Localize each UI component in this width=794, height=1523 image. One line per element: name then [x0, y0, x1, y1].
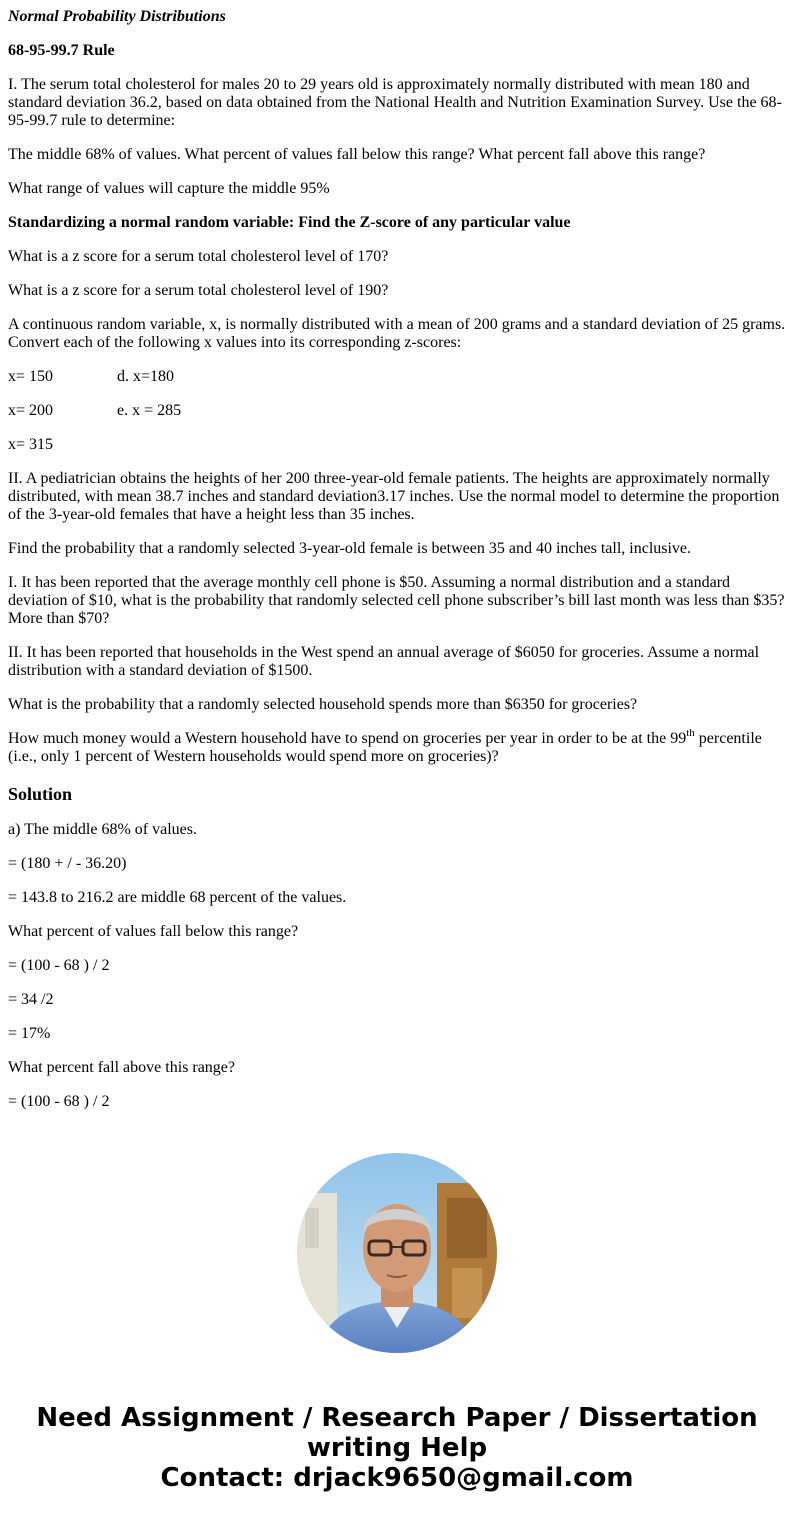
doc-title: Normal Probability Distributions: [8, 8, 226, 25]
footer-line-2: writing Help: [306, 1433, 488, 1463]
percentile-text-pre: How much money would a Western household have to spend on groceries per year in order to be at the 99: [8, 730, 687, 747]
solution-line: = 34 /2: [8, 991, 54, 1008]
footer-contact-banner: [0, 1403, 794, 1493]
question-groceries: II. It has been reported that households in the West spend an annual average of $6050 for groceries. Assume a normal distribution with a standard deviation of $1500.: [8, 644, 760, 679]
percentile-text-post: percentile (i.e., only 1 percent of Western households would spend more on groceries)?: [8, 730, 762, 765]
rule-heading: 68-95-99.7 Rule: [8, 42, 115, 59]
solution-line: = (180 + / - 36.20): [8, 855, 127, 872]
solution-line: = 143.8 to 216.2 are middle 68 percent of the values.: [8, 889, 347, 906]
solution-line: = (100 - 68 ) / 2: [8, 957, 110, 974]
question-continuous-variable: A continuous random variable, x, is normally distributed with a mean of 200 grams and a standard deviation of 25 grams. Convert each of the following x values into its corresponding z-scores:: [8, 316, 786, 351]
question-z-170: What is a z score for a serum total cholesterol level of 170?: [8, 248, 389, 265]
footer-line-1: Need Assignment / Research Paper / Dissertation: [36, 1403, 758, 1433]
question-cell-phone: I. It has been reported that the average monthly cell phone is $50. Assuming a normal distribution and a standard deviation of $10, what is the probability that randomly selected cell phone subscriber’s bill last month was less than $35? More than $70?: [8, 574, 785, 627]
x-values-row-3: [8, 436, 786, 454]
question-middle-68: The middle 68% of values. What percent of values fall below this range? What percent fall above this range?: [8, 146, 706, 163]
question-z-190: What is a z score for a serum total cholesterol level of 190?: [8, 282, 389, 299]
z-score-heading: Standardizing a normal random variable: Find the Z-score of any particular value: [8, 214, 571, 231]
question-cholesterol: I. The serum total cholesterol for males 20 to 29 years old is approximately normally distributed with mean 180 and standard deviation 36.2, based on data obtained from the National Health and Nutrition Examination Survey. Use the 68-95-99.7 rule to determine:: [8, 76, 782, 129]
x-value-e: e. x = 285: [117, 402, 182, 419]
x-values-row-2: [8, 402, 786, 420]
x-value-b: x= 200: [8, 402, 54, 419]
avatar: [297, 1153, 497, 1353]
question-middle-95: What range of values will capture the middle 95%: [8, 180, 330, 197]
question-99th-percentile: [8, 726, 786, 766]
x-value-a: x= 150: [8, 368, 54, 385]
solution-line: What percent fall above this range?: [8, 1059, 235, 1076]
avatar-photo: [297, 1153, 497, 1353]
solution-heading: Solution: [8, 784, 73, 804]
question-height-range: Find the probability that a randomly selected 3-year-old female is between 35 and 40 inches tall, inclusive.: [8, 540, 692, 557]
x-values-row-1: [8, 368, 786, 386]
footer-line-3: Contact: drjack9650@gmail.com: [160, 1463, 634, 1493]
x-value-c: x= 315: [8, 436, 54, 453]
x-value-d: d. x=180: [117, 368, 175, 385]
solution-line: a) The middle 68% of values.: [8, 821, 197, 838]
solution-line: = (100 - 68 ) / 2: [8, 1093, 110, 1110]
question-groceries-6350: What is the probability that a randomly selected household spends more than $6350 for groceries?: [8, 696, 638, 713]
percentile-superscript: th: [686, 726, 695, 739]
question-pediatrician: II. A pediatrician obtains the heights of her 200 three-year-old female patients. The heights are approximately normally distributed, with mean 38.7 inches and standard deviation3.17 inches. Use the normal model to determine the proportion of the 3-year-old females that have a height less than 35 inches.: [8, 470, 780, 523]
document-body: [8, 8, 786, 1127]
solution-line: = 17%: [8, 1025, 51, 1042]
solution-line: What percent of values fall below this range?: [8, 923, 299, 940]
